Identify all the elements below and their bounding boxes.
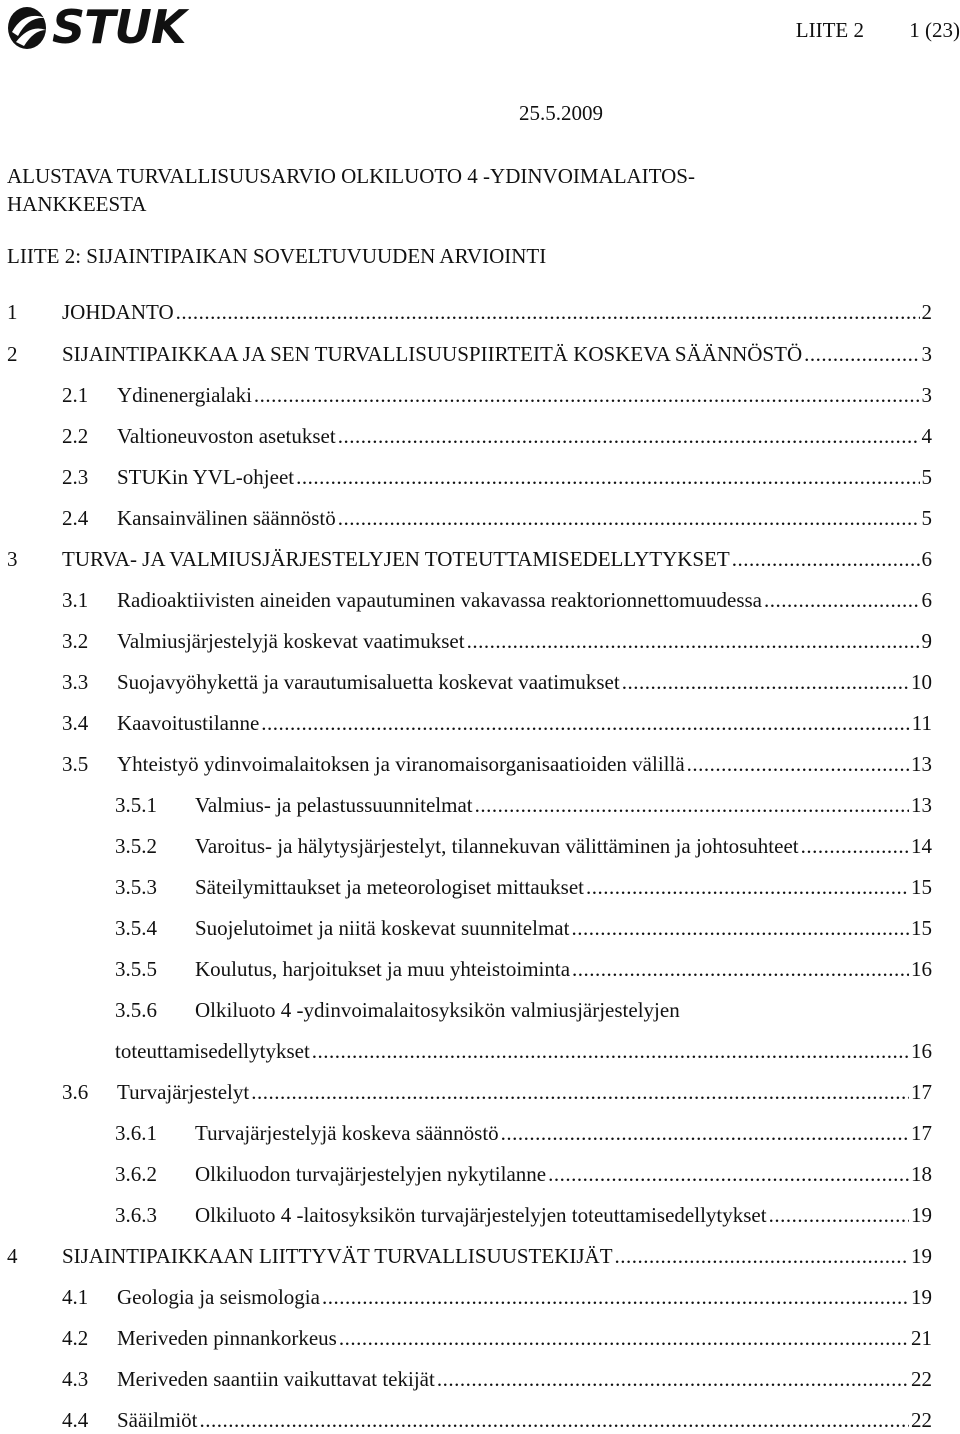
dot-leader — [338, 422, 920, 450]
toc-entry-number: 2 — [7, 342, 18, 366]
toc-entry[interactable] — [7, 914, 932, 942]
toc-entry-number: 3.2 — [62, 629, 89, 653]
toc-entry[interactable] — [7, 627, 932, 655]
toc-entry[interactable] — [7, 1406, 932, 1434]
toc-entry[interactable] — [7, 422, 932, 450]
toc-entry-number: 2.1 — [62, 383, 89, 407]
toc-entry-page: 3 — [921, 383, 932, 407]
toc-entry-number: 4.1 — [62, 1285, 89, 1309]
toc-entry-label: Yhteistyö ydinvoimalaitoksen ja viranomaisorganisaatioiden välillä — [117, 752, 685, 776]
toc-entry-page: 9 — [921, 629, 932, 653]
toc-entry-continuation[interactable] — [7, 1037, 932, 1065]
dot-leader — [571, 914, 909, 942]
toc-entry-page: 16 — [911, 1039, 932, 1063]
toc-entry[interactable] — [7, 586, 932, 614]
toc-entry-number: 3.6 — [62, 1080, 89, 1104]
dot-leader — [339, 1324, 909, 1352]
attachment-label: LIITE 2 — [795, 18, 864, 42]
dot-leader — [200, 1406, 910, 1434]
toc-entry-page: 17 — [911, 1080, 932, 1104]
toc-entry[interactable] — [7, 1324, 932, 1352]
dot-leader — [732, 545, 920, 573]
toc-entry-label: Koulutus, harjoitukset ja muu yhteistoiminta — [195, 957, 571, 981]
toc-entry-label: Meriveden saantiin vaikuttavat tekijät — [117, 1367, 435, 1391]
dot-leader — [801, 832, 909, 860]
toc-entry[interactable] — [7, 955, 932, 983]
toc-entry-page: 18 — [911, 1162, 932, 1186]
toc-entry-page: 21 — [911, 1326, 932, 1350]
toc-entry-label: Suojavyöhykettä ja varautumisaluetta koskevat vaatimukset — [117, 670, 620, 694]
toc-entry-label: Meriveden pinnankorkeus — [117, 1326, 337, 1350]
dot-leader — [338, 504, 920, 532]
toc-entry-number: 4.4 — [62, 1408, 89, 1432]
title-line-2: HANKKEESTA — [7, 192, 147, 216]
toc-entry-page: 22 — [911, 1408, 932, 1432]
toc-entry-page: 10 — [911, 670, 932, 694]
toc-entry-number: 3.5.1 — [115, 793, 157, 817]
toc-entry-label: JOHDANTO — [62, 300, 174, 324]
toc-entry[interactable] — [7, 545, 932, 573]
dot-leader — [548, 1160, 909, 1188]
dot-leader — [475, 791, 909, 819]
toc-entry-page: 19 — [911, 1244, 932, 1268]
dot-leader — [296, 463, 919, 491]
toc-entry[interactable] — [7, 996, 932, 1024]
dot-leader — [687, 750, 909, 778]
toc-entry[interactable] — [7, 1201, 932, 1229]
toc-entry-number: 2.2 — [62, 424, 89, 448]
toc-entry-number: 3.5 — [62, 752, 89, 776]
toc-entry[interactable] — [7, 1365, 932, 1393]
dot-leader — [322, 1283, 909, 1311]
toc-entry-label: Kaavoitustilanne — [117, 711, 260, 735]
toc-entry-number: 1 — [7, 300, 18, 324]
toc-entry-page: 13 — [911, 793, 932, 817]
dot-leader — [261, 709, 909, 737]
toc-entry[interactable] — [7, 873, 932, 901]
toc-entry[interactable] — [7, 750, 932, 778]
toc-entry-page: 14 — [911, 834, 932, 858]
toc-entry-page: 6 — [921, 588, 932, 612]
dot-leader — [622, 668, 909, 696]
toc-entry-page: 22 — [911, 1367, 932, 1391]
toc-entry-page: 15 — [911, 875, 932, 899]
toc-entry-label: Turvajärjestelyt — [117, 1080, 250, 1104]
toc-entry-page: 13 — [911, 752, 932, 776]
toc-entry-page: 5 — [921, 465, 932, 489]
toc-entry-number: 3.3 — [62, 670, 89, 694]
toc-entry-page: 4 — [921, 424, 932, 448]
dot-leader — [312, 1037, 909, 1065]
toc-entry[interactable] — [7, 298, 932, 326]
toc-entry-label: Valmius- ja pelastussuunnitelmat — [195, 793, 473, 817]
toc-entry-page: 15 — [911, 916, 932, 940]
toc-entry-number: 3.4 — [62, 711, 89, 735]
toc-entry[interactable] — [7, 381, 932, 409]
toc-entry[interactable] — [7, 832, 932, 860]
toc-entry-number: 2.3 — [62, 465, 89, 489]
toc-entry-label: Varoitus- ja hälytysjärjestelyt, tilannekuvan välittäminen ja johtosuhteet — [195, 834, 799, 858]
toc-entry-label: Olkiluodon turvajärjestelyjen nykytilanne — [195, 1162, 547, 1186]
dot-leader — [251, 1078, 909, 1106]
toc-entry[interactable] — [7, 1078, 932, 1106]
toc-entry-label: Valmiusjärjestelyjä koskevat vaatimukset — [117, 629, 465, 653]
toc-entry-label: SIJAINTIPAIKKAAN LIITTYVÄT TURVALLISUUSTEKIJÄT — [62, 1244, 613, 1268]
dot-leader — [437, 1365, 909, 1393]
toc-entry[interactable] — [7, 1160, 932, 1188]
logo-wordmark: STUK — [52, 0, 186, 54]
toc-entry-number: 3.5.5 — [115, 957, 157, 981]
page-info: 1 (23) — [909, 18, 960, 42]
document-date: 25.5.2009 — [519, 101, 603, 125]
dot-leader — [615, 1242, 909, 1270]
toc-entry-page: 5 — [921, 506, 932, 530]
dot-leader — [769, 1201, 909, 1229]
toc-entry-label-continued: toteuttamisedellytykset — [115, 1039, 310, 1063]
dot-leader — [176, 298, 920, 326]
toc-entry-label: SIJAINTIPAIKKAA JA SEN TURVALLISUUSPIIRTEITÄ KOSKEVA SÄÄNNÖSTÖ — [62, 342, 803, 366]
document-subtitle: LIITE 2: SIJAINTIPAIKAN SOVELTUVUUDEN ARVIOINTI — [7, 244, 547, 268]
toc-entry-label: Sääilmiöt — [117, 1408, 198, 1432]
toc-entry-page: 17 — [911, 1121, 932, 1145]
toc-entry-label: Ydinenergialaki — [117, 383, 252, 407]
toc-entry-number: 3.5.2 — [115, 834, 157, 858]
toc-entry[interactable] — [7, 463, 932, 491]
toc-entry-number: 3.6.1 — [115, 1121, 157, 1145]
toc-entry-label: Olkiluoto 4 -ydinvoimalaitosyksikön valmiusjärjestelyjen — [195, 998, 680, 1022]
toc-entry[interactable] — [7, 1119, 932, 1147]
toc-entry[interactable] — [7, 668, 932, 696]
toc-entry-label: Säteilymittaukset ja meteorologiset mittaukset — [195, 875, 585, 899]
toc-entry[interactable] — [7, 1283, 932, 1311]
toc-entry-label: Geologia ja seismologia — [117, 1285, 320, 1309]
stuk-emblem-icon — [8, 7, 46, 49]
toc-entry-number: 2.4 — [62, 506, 89, 530]
dot-leader — [254, 381, 920, 409]
toc-entry[interactable] — [7, 791, 932, 819]
toc-entry[interactable] — [7, 504, 932, 532]
toc-entry-page: 3 — [921, 342, 932, 366]
toc-entry-number: 3.5.3 — [115, 875, 157, 899]
toc-entry-label: Suojelutoimet ja niitä koskevat suunnitelmat — [195, 916, 570, 940]
dot-leader — [467, 627, 920, 655]
toc-entry-number: 3.6.3 — [115, 1203, 157, 1227]
toc-entry-label: Olkiluoto 4 -laitosyksikön turvajärjestelyjen toteuttamisedellytykset — [195, 1203, 767, 1227]
dot-leader — [586, 873, 909, 901]
toc-entry-page: 6 — [921, 547, 932, 571]
toc-entry-page: 11 — [911, 711, 932, 735]
title-line-1: ALUSTAVA TURVALLISUUSARVIO OLKILUOTO 4 -YDINVOIMALAITOS- — [7, 164, 695, 188]
toc-entry[interactable] — [7, 1242, 932, 1270]
toc-entry-label: Valtioneuvoston asetukset — [117, 424, 336, 448]
dot-leader — [572, 955, 909, 983]
toc-entry-page: 16 — [911, 957, 932, 981]
toc-entry-number: 4 — [7, 1244, 18, 1268]
toc-entry-page: 19 — [911, 1285, 932, 1309]
toc-entry-number: 3.5.4 — [115, 916, 157, 940]
dot-leader — [804, 340, 919, 368]
toc-entry-number: 3.6.2 — [115, 1162, 157, 1186]
toc-entry-number: 3.5.6 — [115, 998, 157, 1022]
toc-entry-number: 3 — [7, 547, 18, 571]
dot-leader — [501, 1119, 909, 1147]
document-title — [7, 162, 907, 218]
toc-entry-label: TURVA- JA VALMIUSJÄRJESTELYJEN TOTEUTTAMISEDELLYTYKSET — [62, 547, 730, 571]
header-right — [756, 18, 960, 43]
toc-entry-number: 3.1 — [62, 588, 89, 612]
toc-entry[interactable] — [7, 709, 932, 737]
toc-entry-label: STUKin YVL-ohjeet — [117, 465, 295, 489]
toc-entry-number: 4.3 — [62, 1367, 89, 1391]
toc-entry-number: 4.2 — [62, 1326, 89, 1350]
toc-entry-page: 2 — [921, 300, 932, 324]
toc-entry[interactable] — [7, 340, 932, 368]
dot-leader — [764, 586, 920, 614]
toc-entry-label: Kansainvälinen säännöstö — [117, 506, 336, 530]
toc-entry-label: Radioaktiivisten aineiden vapautuminen vakavassa reaktorionnettomuudessa — [117, 588, 762, 612]
toc-entry-page: 19 — [911, 1203, 932, 1227]
toc-entry-label: Turvajärjestelyjä koskeva säännöstö — [195, 1121, 499, 1145]
